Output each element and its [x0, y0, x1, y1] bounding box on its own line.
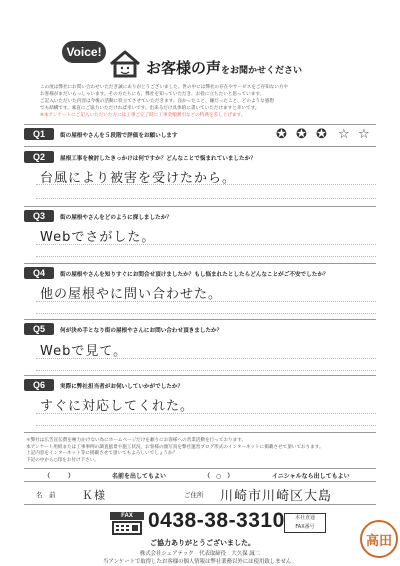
choice-initial-ok-mark[interactable]: （ ○ ）: [204, 473, 234, 480]
rating-stars[interactable]: [276, 124, 376, 144]
answer-line: [36, 313, 376, 314]
answer-line: [36, 425, 376, 426]
question-text-q2: 屋根工事を検討したきっかけは何ですか？どんなことで悩まれていましたか？: [60, 156, 256, 162]
star-filled-icon: ✪: [276, 127, 287, 142]
intro-line: でも結構です。素直にご協力いただければ幸いです。出来るだけ具体的に書いていただけますと幸いです。: [40, 106, 260, 111]
thanks-text: ご協力ありがとうございました。: [150, 539, 255, 547]
star-empty-icon: ☆: [358, 127, 370, 142]
house-icon: [108, 48, 142, 78]
answer-line: [36, 358, 376, 359]
answer-line: [36, 413, 376, 414]
privacy-note: 当アンケートで取得したお客様の個人情報は弊社業務以外には使用致しません。: [102, 559, 298, 565]
footer-note: 上記内容をインターネット等に掲載させて頂いてもよろしいでしょうか？: [26, 451, 178, 457]
question-label-q1: Q1: [24, 128, 54, 140]
divider: [24, 206, 376, 207]
voice-badge: Voice!: [62, 41, 106, 63]
question-text-q3: 街の屋根やさんをどのように探しましたか？: [60, 215, 172, 221]
answer-line: [36, 244, 376, 245]
question-text-q4: 街の屋根やさんを知りすぐにお問合せ頂けましたか？もし悩まれたとしたらどんなことがご不安でしたか？: [60, 272, 329, 278]
fax-tag-line: FAX番号: [295, 524, 315, 530]
answer-line: [36, 184, 376, 185]
question-text-q6: 実際に弊社担当者がお伺いしていかがでしたか？: [60, 384, 184, 390]
intro-text: [40, 84, 360, 119]
answer-line: [36, 256, 376, 257]
address-label: ご住所: [184, 491, 204, 499]
title-sub: をお聞かせください: [221, 66, 303, 76]
divider: [24, 319, 376, 320]
intro-line: ご記入いただいた内容は今後の活動に役立てさせていただきます。良かったこと、嫌だったこと、どのような感想: [40, 99, 274, 104]
footer-notes: [26, 438, 376, 464]
choice-initial-ok: イニシャルなら出してもよい: [272, 473, 350, 480]
publish-choice-row: [24, 468, 376, 482]
question-text-q1: 街の屋根やさんを５段階で評価をお願いします: [60, 133, 178, 139]
answer-line: [36, 198, 376, 199]
intro-line: この度は弊社にお問い合わせいただき誠にありがとうございました。世の中には弊社の存在やサービスをご存知ない方や: [40, 85, 289, 90]
customer-info-row: [24, 484, 376, 505]
name-value: Ｋ様: [82, 489, 106, 502]
divider: [24, 146, 376, 147]
star-filled-icon: ✪: [316, 127, 327, 142]
name-label: 名 前: [36, 491, 56, 499]
answer-q2: 台風により被害を受けたから。: [40, 171, 237, 186]
title-main: お客様の声: [146, 59, 222, 77]
question-text-q5: 何が決め手となり街の屋根やさんにお問い合わせ頂きましたか？: [60, 328, 223, 334]
fax-tag-line: 本社直通: [294, 515, 315, 521]
answer-q4: 他の屋根やに問い合わせた。: [40, 287, 223, 302]
question-label-q4: Q4: [24, 267, 54, 279]
question-label-q6: Q6: [24, 379, 54, 391]
intro-line: お客様がまだいらっしゃいます。その方たちにも、弊社を知っていただき、お役に立ちたいと思っています。: [40, 92, 265, 97]
fax-number: 0438-38-3310: [148, 509, 285, 532]
divider: [24, 263, 376, 264]
footer-note: 本アンケート用紙または工事事例の調査風景や施工状況、お客様の顔写真を弊社運営ブログ形式のインターネットに掲載させて頂いております。: [26, 444, 324, 450]
fax-label: FAX: [110, 512, 144, 520]
choice-name-ok: 名前を出してもよい: [112, 473, 167, 480]
company-line: 株式会社シェアテック 代表取締役 大久保 誠二: [139, 551, 261, 557]
question-label-q5: Q5: [24, 323, 54, 335]
address-value: 川崎市川崎区大島: [220, 489, 333, 504]
fax-machine-icon: [112, 521, 142, 535]
star-empty-icon: ☆: [338, 127, 350, 142]
answer-q6: すぐに対応してくれた。: [40, 399, 195, 414]
answer-line: [36, 370, 376, 371]
footer-note: ＊弊社は広告宣伝費を極力かけない為にホームページだけを頼りにお客様への営業活動を行っております。: [26, 438, 247, 443]
company-stamp: 高田: [360, 520, 398, 558]
divider: [24, 375, 376, 376]
page-title: [146, 57, 302, 78]
footer-note: 下記の中から○印をお付け下さい。: [26, 457, 99, 463]
question-label-q2: Q2: [24, 151, 54, 163]
answer-q5: Webで見て。: [40, 344, 128, 359]
fax-tag: [284, 513, 326, 533]
choice-name-ok-mark[interactable]: （ ）: [44, 473, 75, 480]
question-label-q3: Q3: [24, 210, 54, 222]
star-filled-icon: ✪: [296, 127, 307, 142]
intro-note: ※本アンケートにご記入いただいた方には工事ご完了時に工事金額割引などの特典を差し上げます。: [40, 113, 246, 118]
answer-line: [36, 301, 376, 302]
answer-q3: Webでさがした。: [40, 230, 156, 245]
divider: [24, 432, 376, 433]
